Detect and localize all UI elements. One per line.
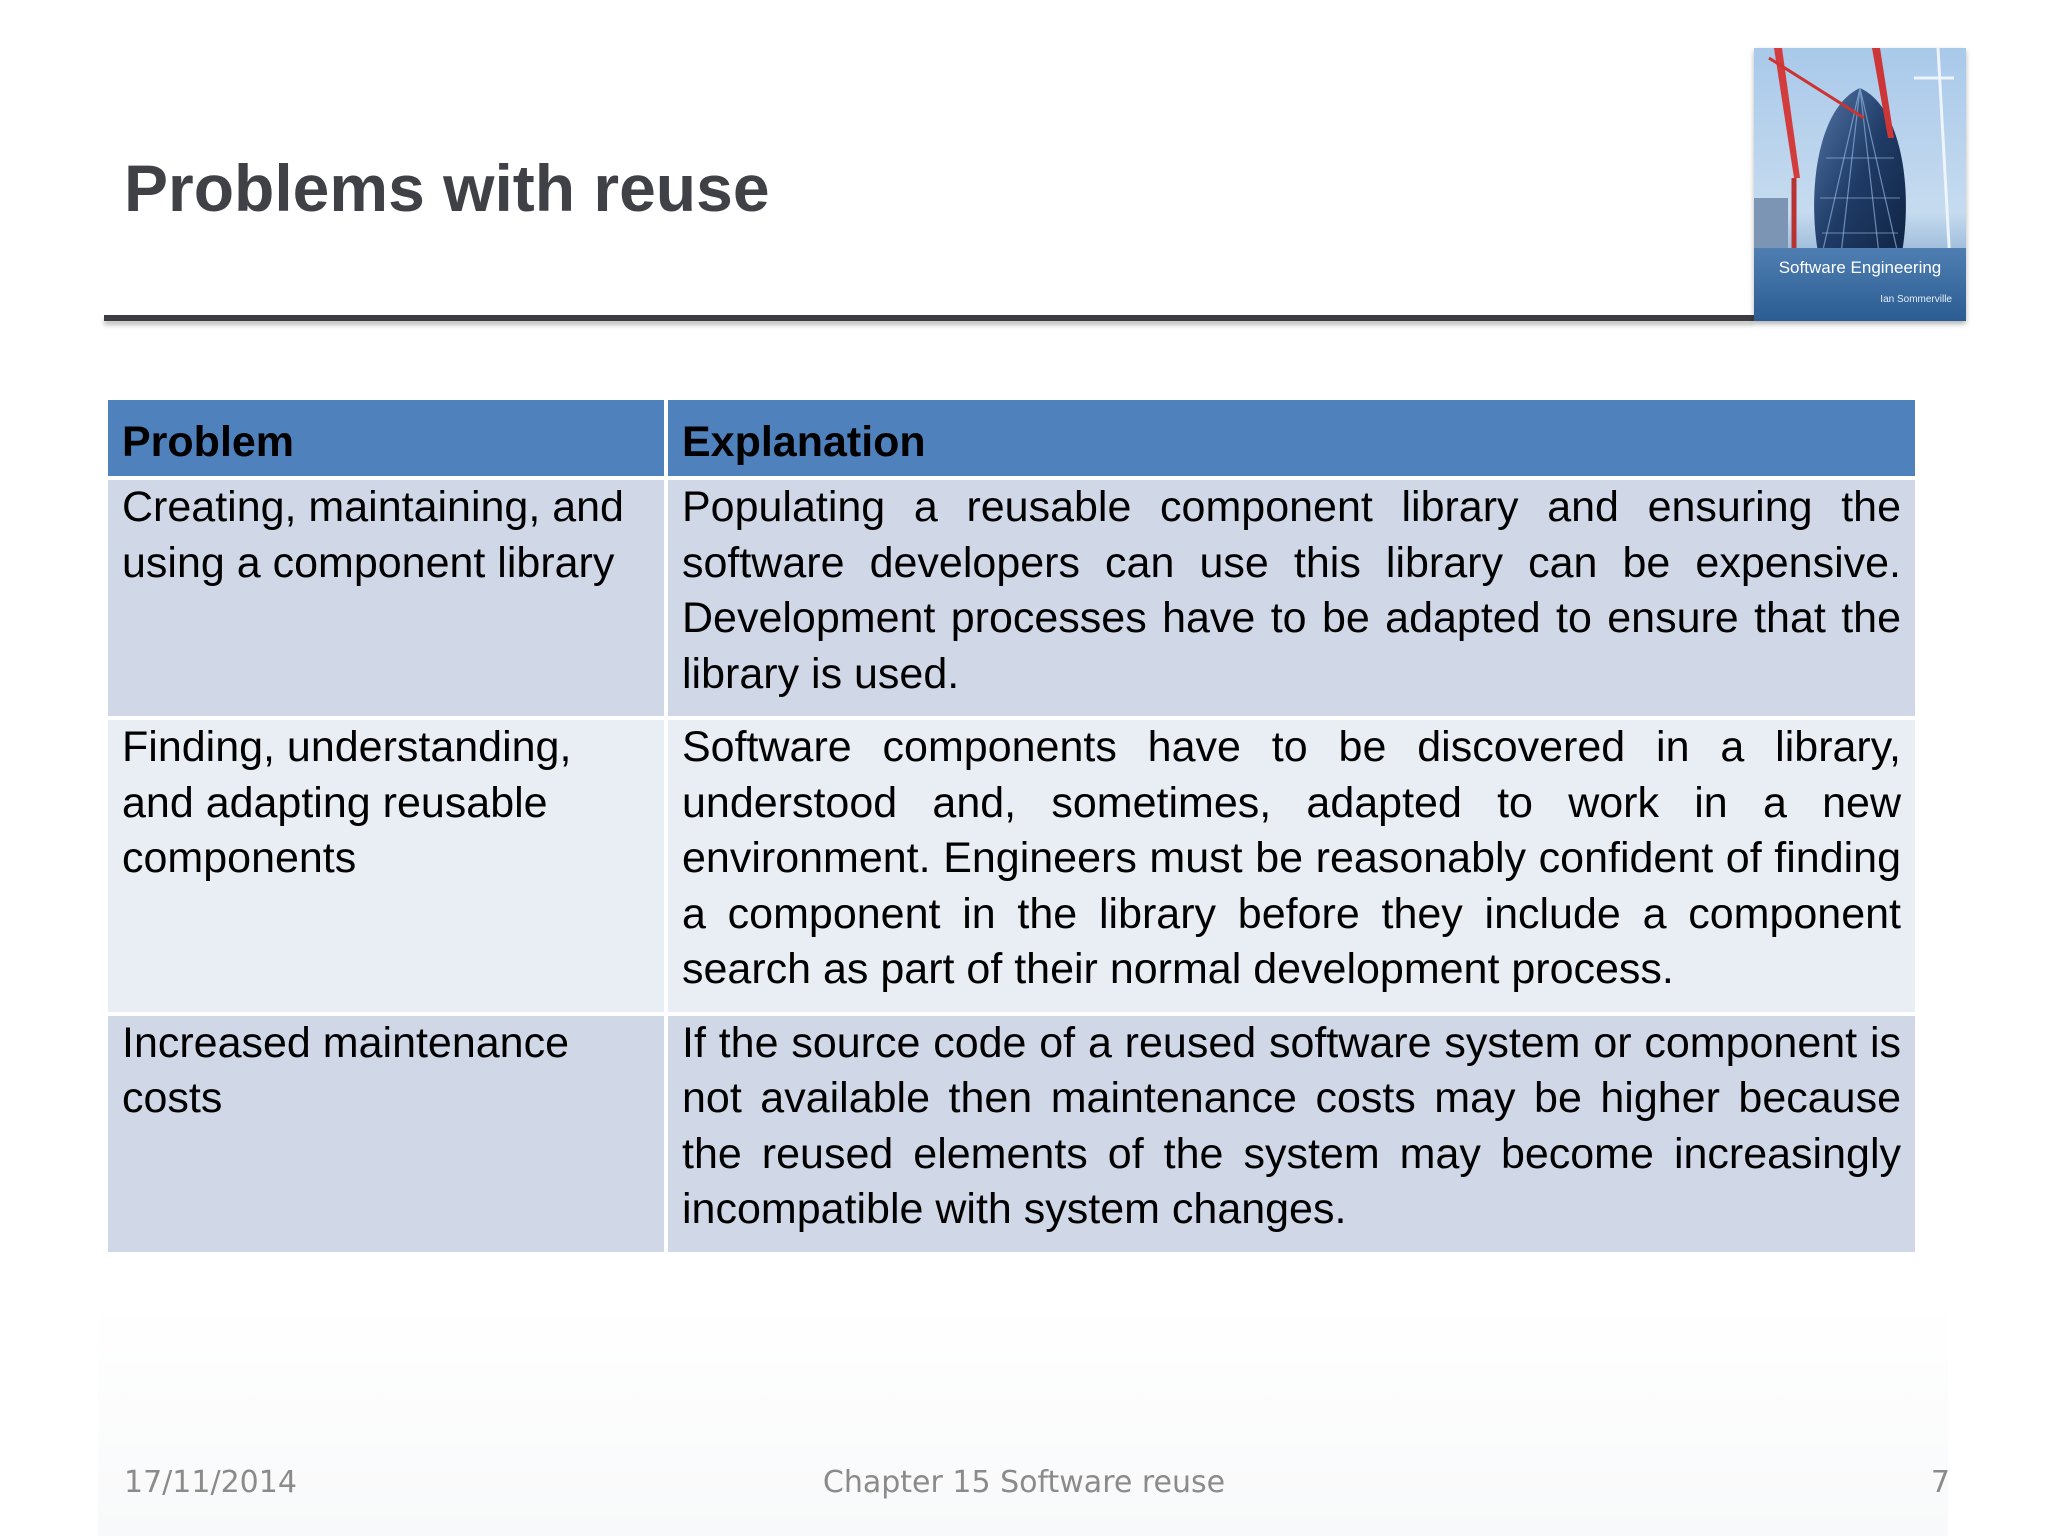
footer-chapter: Chapter 15 Software reuse (822, 1465, 1226, 1500)
problems-table (104, 396, 1919, 1256)
book-cover-image (1754, 48, 1966, 321)
table-row (106, 718, 1917, 1014)
book-cover-caption: Software Engineering (1778, 258, 1942, 277)
column-header-explanation: Explanation (666, 398, 1917, 478)
footer-date: 17/11/2014 (124, 1465, 297, 1500)
slide-title: Problems with reuse (124, 151, 770, 225)
table-header-row (106, 398, 1917, 478)
explanation-cell: Software components have to be discovered in a library, understood and, sometimes, adapted to work in a new environment. Engineers must be reasonably confident of finding a component in the library before they include a component search as part of their normal development process. (666, 718, 1917, 1014)
book-cover-author: Ian Sommerville (1880, 294, 1952, 305)
title-underline (104, 315, 1754, 321)
problem-cell: Creating, maintaining, and using a component library (106, 478, 666, 718)
slide-bottom-tint (98, 1300, 1948, 1536)
problem-cell: Increased maintenance costs (106, 1014, 666, 1254)
table-row (106, 478, 1917, 718)
problem-cell: Finding, understanding, and adapting reusable components (106, 718, 666, 1014)
footer-page-number: 7 (1930, 1465, 1950, 1500)
explanation-cell: If the source code of a reused software system or component is not available then maintenance costs may be higher because the reused elements of the system may become increasingly incompatible with system changes. (666, 1014, 1917, 1254)
explanation-cell: Populating a reusable component library and ensuring the software developers can use this library can be expensive. Development processes have to be adapted to ensure that the library is used. (666, 478, 1917, 718)
table-row (106, 1014, 1917, 1254)
column-header-problem: Problem (106, 398, 666, 478)
